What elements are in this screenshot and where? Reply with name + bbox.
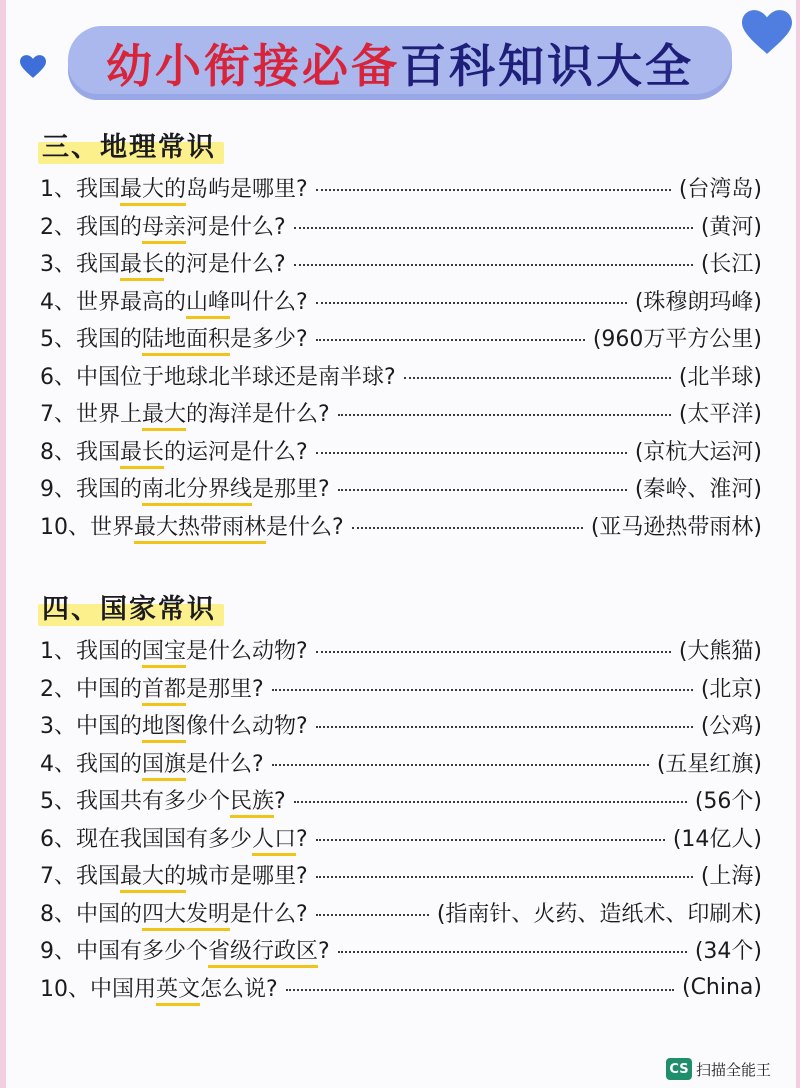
- list-item: [40, 208, 762, 242]
- list-item: [40, 932, 762, 966]
- question-pre: 我国共有多少个: [76, 788, 231, 814]
- question-pre: 我国的: [76, 326, 143, 352]
- question-text: [90, 510, 344, 541]
- answer-text: (五星红旗): [656, 751, 762, 777]
- dotted-leader: [316, 187, 671, 191]
- question-post: 是那里?: [252, 476, 330, 502]
- answer-text: (公鸡): [700, 713, 762, 739]
- item-number: 9、: [40, 476, 76, 502]
- section-heading-nation: 四、国家常识: [38, 586, 224, 626]
- list-item: [40, 470, 762, 504]
- item-number: 4、: [40, 751, 76, 777]
- question-pre: 我国的: [76, 638, 143, 664]
- list-item: [40, 895, 762, 929]
- dotted-leader: [338, 949, 687, 953]
- question-text: [76, 247, 286, 278]
- list-item: [40, 745, 762, 779]
- list-item: [40, 782, 762, 816]
- question-pre: 中国位于地球北半球还是南半球?: [76, 364, 396, 390]
- question-post: ?: [318, 938, 330, 964]
- item-number: 7、: [40, 401, 76, 427]
- dotted-leader: [316, 337, 585, 341]
- question-text: [76, 322, 308, 353]
- dotted-leader: [404, 375, 671, 379]
- question-post: 怎么说?: [200, 976, 278, 1002]
- question-text: [76, 672, 264, 703]
- dotted-leader: [294, 225, 693, 229]
- dotted-leader: [316, 450, 627, 454]
- answer-text: (14亿人): [672, 826, 762, 852]
- question-pre: 中国的: [76, 901, 143, 927]
- question-underlined: 英文: [156, 977, 200, 1006]
- answer-text: (长江): [700, 251, 762, 277]
- question-text: [76, 859, 308, 890]
- answer-text: (台湾岛): [678, 176, 762, 202]
- camscanner-watermark: [666, 1056, 771, 1082]
- camscanner-logo-icon: CS: [666, 1058, 692, 1080]
- list-item: [40, 670, 762, 704]
- question-text: [76, 172, 308, 203]
- question-text: [76, 634, 308, 665]
- item-number: 10、: [40, 976, 90, 1002]
- item-number: 3、: [40, 251, 76, 277]
- list-item: [40, 320, 762, 354]
- list-item: [40, 857, 762, 891]
- item-number: 2、: [40, 676, 76, 702]
- item-number: 4、: [40, 289, 76, 315]
- question-text: [90, 972, 278, 1003]
- answer-text: (北半球): [678, 364, 762, 390]
- question-underlined: 最大的: [120, 177, 186, 206]
- question-text: [76, 934, 330, 965]
- answer-text: (黄河): [700, 214, 762, 240]
- question-pre: 世界上: [76, 401, 143, 427]
- dotted-leader: [338, 487, 627, 491]
- question-underlined: 地图: [142, 714, 186, 743]
- question-underlined: 首都: [142, 677, 186, 706]
- question-pre: 我国的: [76, 751, 143, 777]
- question-text: [76, 210, 286, 241]
- question-post: 岛屿是哪里?: [186, 176, 308, 202]
- question-underlined: 国宝: [142, 639, 186, 668]
- title-part-red: 幼小衔接必备: [106, 39, 400, 93]
- list-item: [40, 170, 762, 204]
- question-pre: 世界最高的: [76, 289, 187, 315]
- dotted-leader: [316, 724, 693, 728]
- question-post: 是什么?: [266, 514, 344, 540]
- question-pre: 中国有多少个: [76, 938, 209, 964]
- answer-text: (大熊猫): [678, 638, 762, 664]
- item-number: 1、: [40, 176, 76, 202]
- dotted-leader: [294, 799, 687, 803]
- question-post: 叫什么?: [230, 289, 308, 315]
- dotted-leader: [316, 649, 671, 653]
- question-post: 城市是哪里?: [186, 863, 308, 889]
- question-post: 是什么?: [186, 751, 264, 777]
- watermark-label: 扫描全能王: [696, 1060, 772, 1079]
- question-text: [76, 897, 308, 928]
- list-item: [40, 970, 762, 1004]
- item-number: 6、: [40, 364, 76, 390]
- answer-text: (亚马逊热带雨林): [590, 514, 762, 540]
- question-post: 的运河是什么?: [164, 439, 308, 465]
- answer-text: (京杭大运河): [634, 439, 762, 465]
- dotted-leader: [316, 874, 693, 878]
- question-text: [76, 397, 330, 428]
- answer-text: (太平洋): [678, 401, 762, 427]
- question-post: 是什么?: [230, 901, 308, 927]
- dotted-leader: [286, 987, 674, 991]
- heart-icon: [742, 10, 792, 56]
- list-item: [40, 433, 762, 467]
- question-underlined: 四大发明: [142, 902, 230, 931]
- question-underlined: 人口: [252, 827, 296, 856]
- question-pre: 我国: [76, 439, 121, 465]
- list-item: [40, 395, 762, 429]
- item-number: 5、: [40, 788, 76, 814]
- item-number: 8、: [40, 901, 76, 927]
- question-post: 是什么动物?: [186, 638, 308, 664]
- item-number: 3、: [40, 713, 76, 739]
- question-underlined: 最大的: [120, 864, 186, 893]
- item-number: 6、: [40, 826, 76, 852]
- answer-text: (China): [681, 974, 762, 1000]
- question-post: 河是什么?: [186, 214, 286, 240]
- dotted-leader: [316, 837, 665, 841]
- question-post: 像什么动物?: [186, 713, 308, 739]
- dotted-leader: [294, 262, 693, 266]
- answer-text: (960万平方公里): [592, 326, 762, 352]
- question-underlined: 民族: [230, 789, 274, 818]
- dotted-leader: [316, 912, 429, 916]
- question-post: ?: [274, 788, 286, 814]
- question-pre: 现在我国国有多少: [76, 826, 253, 852]
- question-pre: 世界: [90, 514, 135, 540]
- question-underlined: 最长: [120, 440, 164, 469]
- question-post: 是多少?: [230, 326, 308, 352]
- dotted-leader: [272, 687, 693, 691]
- list-item: [40, 707, 762, 741]
- answer-text: (指南针、火药、造纸术、印刷术): [436, 901, 762, 927]
- question-underlined: 南北分界线: [142, 477, 252, 506]
- dotted-leader: [352, 525, 583, 529]
- item-number: 7、: [40, 863, 76, 889]
- question-underlined: 省级行政区: [208, 939, 318, 968]
- section-heading-geography: 三、地理常识: [38, 124, 224, 164]
- question-text: [76, 285, 308, 316]
- question-text: [76, 747, 264, 778]
- question-pre: 我国: [76, 251, 121, 277]
- list-item: [40, 245, 762, 279]
- question-underlined: 最大热带雨林: [134, 515, 266, 544]
- item-number: 10、: [40, 514, 90, 540]
- question-text: [76, 822, 308, 853]
- answer-text: (34个): [694, 938, 762, 964]
- item-number: 8、: [40, 439, 76, 465]
- question-underlined: 母亲: [142, 215, 186, 244]
- question-text: [76, 709, 308, 740]
- answer-text: (北京): [700, 676, 762, 702]
- answer-text: (上海): [700, 863, 762, 889]
- answer-text: (56个): [694, 788, 762, 814]
- question-underlined: 山峰: [186, 290, 230, 319]
- item-number: 1、: [40, 638, 76, 664]
- item-number: 9、: [40, 938, 76, 964]
- list-item: [40, 283, 762, 317]
- question-pre: 我国: [76, 176, 121, 202]
- question-underlined: 陆地面积: [142, 327, 230, 356]
- item-number: 5、: [40, 326, 76, 352]
- question-pre: 中国的: [76, 676, 143, 702]
- list-item: [40, 508, 762, 542]
- question-pre: 中国用: [90, 976, 157, 1002]
- question-post: ?: [296, 826, 308, 852]
- list-item: [40, 632, 762, 666]
- question-text: [76, 360, 396, 391]
- page-title: [68, 26, 732, 100]
- question-text: [76, 784, 286, 815]
- question-post: 是那里?: [186, 676, 264, 702]
- question-underlined: 国旗: [142, 752, 186, 781]
- dotted-leader: [316, 300, 627, 304]
- question-post: 的海洋是什么?: [186, 401, 330, 427]
- answer-text: (秦岭、淮河): [634, 476, 762, 502]
- question-pre: 我国的: [76, 476, 143, 502]
- title-part-navy: 百科知识大全: [400, 39, 694, 93]
- list-item: [40, 358, 762, 392]
- item-number: 2、: [40, 214, 76, 240]
- heart-icon: [20, 55, 46, 79]
- answer-text: (珠穆朗玛峰): [634, 289, 762, 315]
- question-text: [76, 435, 308, 466]
- dotted-leader: [338, 412, 671, 416]
- question-underlined: 最长: [120, 252, 164, 281]
- list-item: [40, 820, 762, 854]
- question-underlined: 最大: [142, 402, 186, 431]
- dotted-leader: [272, 762, 649, 766]
- question-text: [76, 472, 330, 503]
- question-post: 的河是什么?: [164, 251, 286, 277]
- question-pre: 中国的: [76, 713, 143, 739]
- question-pre: 我国: [76, 863, 121, 889]
- question-pre: 我国的: [76, 214, 143, 240]
